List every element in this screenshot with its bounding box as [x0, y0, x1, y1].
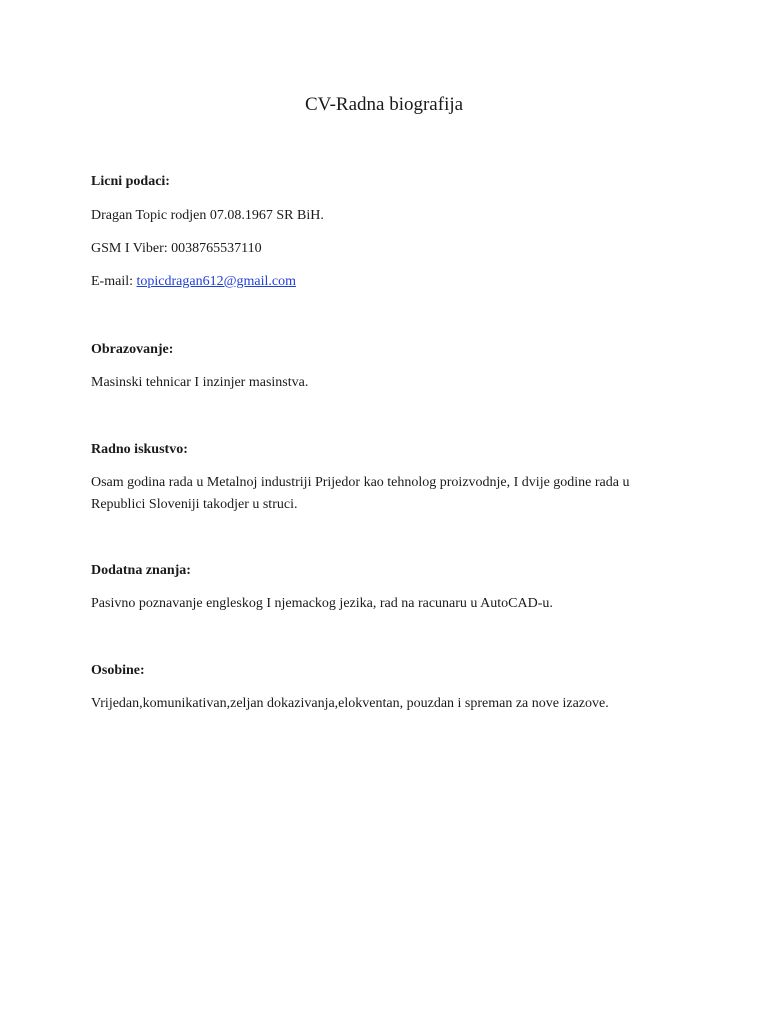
skills-text: Pasivno poznavanje engleskog I njemackog jezika, rad na racunaru u AutoCAD-u. — [91, 596, 553, 611]
email-link[interactable]: topicdragan612@gmail.com — [136, 274, 296, 289]
personal-data-phone-line: GSM I Viber: 0038765537110 — [91, 241, 262, 256]
traits-text: Vrijedan,komunikativan,zeljan dokazivanja,elokventan, pouzdan i spreman za nove izazove. — [91, 696, 609, 711]
experience-heading: Radno iskustvo: — [91, 442, 188, 457]
personal-data-email-line — [91, 271, 681, 293]
skills-heading: Dodatna znanja: — [91, 563, 191, 578]
personal-data-heading: Licni podaci: — [91, 174, 170, 189]
page-title: CV-Radna biografija — [304, 94, 464, 115]
traits-heading: Osobine: — [91, 663, 145, 678]
email-label: E-mail: — [91, 274, 137, 289]
education-heading: Obrazovanje: — [91, 342, 174, 357]
education-text: Masinski tehnicar I inzinjer masinstva. — [91, 375, 309, 390]
experience-text: Osam godina rada u Metalnoj industriji Prijedor kao tehnolog proizvodnje, I dvije godine rada u Republici Sloveniji takodjer u struci. — [91, 475, 630, 512]
personal-data-birth-line: Dragan Topic rodjen 07.08.1967 SR BiH. — [91, 208, 324, 223]
